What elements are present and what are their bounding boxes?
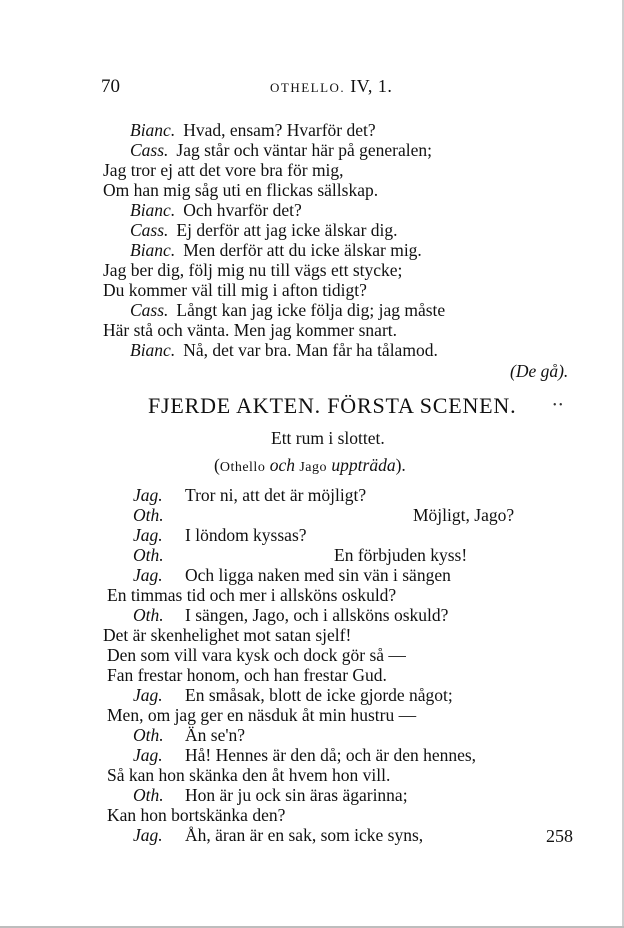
line-text-right: Möjligt, Jago? (413, 505, 515, 525)
verse-line (107, 645, 406, 665)
line-text: Ej derför att jag icke älskar dig. (176, 220, 398, 240)
scene-setting: Ett rum i slottet. (271, 428, 385, 448)
verse-line (130, 240, 422, 260)
verse-line (103, 320, 397, 340)
verse-line (103, 260, 402, 280)
verse-line (133, 685, 453, 705)
speaker-label: Jag. (133, 525, 163, 545)
verse-line (133, 505, 172, 525)
line-text: Fan frestar honom, och han frestar Gud. (107, 665, 387, 685)
line-text: Den som vill vara kysk och dock gör så — (107, 645, 406, 665)
line-text: En småsak, blott de icke gjorde något; (185, 685, 453, 705)
verse-line (103, 625, 351, 645)
line-text: Jag står och väntar här på generalen; (176, 140, 432, 160)
line-text: Nå, det var bra. Man får ha tålamod. (183, 340, 438, 360)
speaker-label: Bianc. (130, 340, 176, 360)
verse-line (107, 585, 396, 605)
act-heading: FJERDE AKTEN. FÖRSTA SCENEN. (148, 393, 517, 418)
character-name-jago: Jago (299, 460, 328, 475)
line-text: Långt kan jag icke följa dig; jag måste (176, 300, 446, 320)
line-text: Jag tror ej att det vore bra för mig, (103, 160, 344, 180)
play-title: OTHELLO. (270, 80, 346, 95)
verse-line (130, 340, 438, 360)
verse-line (130, 140, 432, 160)
line-text: En timmas tid och mer i allsköns oskuld? (107, 585, 397, 605)
line-text: Det är skenhelighet mot satan sjelf! (103, 625, 352, 645)
speaker-label: Jag. (133, 825, 163, 845)
character-name-othello: Othello (219, 460, 266, 475)
page-number-top: 70 (101, 76, 120, 97)
speaker-label: Jag. (133, 485, 163, 505)
verse-line (133, 785, 408, 805)
page-number-bottom: 258 (546, 826, 573, 846)
line-text: Här stå och vänta. Men jag kommer snart. (103, 320, 398, 340)
line-text: Tror ni, att det är möjligt? (185, 485, 367, 505)
speaker-label: Bianc. (130, 120, 176, 140)
line-text: Och hvarför det? (183, 200, 302, 220)
verse-line (103, 180, 378, 200)
verse-line (130, 220, 398, 240)
speaker-label: Jag. (133, 565, 163, 585)
line-text-right: En förbjuden kyss! (334, 545, 468, 565)
paren-open: ( (214, 455, 220, 475)
speaker-label: Oth. (133, 605, 164, 625)
verse-line (107, 805, 285, 825)
verse-line (133, 525, 307, 545)
verse-line (133, 605, 448, 625)
speaker-label: Jag. (133, 745, 163, 765)
verse-line (107, 765, 390, 785)
exit-stage-direction: (De gå). (510, 361, 569, 381)
line-text: Om han mig såg uti en flickas sällskap. (103, 180, 379, 200)
stage-verb: uppträda (331, 455, 396, 475)
conjunction: och (269, 455, 295, 475)
verse-line (133, 565, 451, 585)
speaker-label: Bianc. (130, 200, 176, 220)
verse-line (103, 160, 344, 180)
line-text: Men derför att du icke älskar mig. (183, 240, 422, 260)
speaker-label: Jag. (133, 685, 163, 705)
line-text: Och ligga naken med sin vän i sängen (185, 565, 451, 585)
line-text: I sängen, Jago, och i allsköns oskuld? (185, 605, 449, 625)
verse-line (130, 200, 302, 220)
verse-line (107, 705, 416, 725)
verse-line (133, 745, 476, 765)
running-title (270, 76, 392, 97)
line-text: Kan hon bortskänka den? (107, 805, 286, 825)
line-text: Så kan hon skänka den åt hvem hon vill. (107, 765, 391, 785)
line-text: Hon är ju ock sin äras ägarinna; (185, 785, 408, 805)
paren-close: ). (395, 455, 406, 475)
verse-line (130, 120, 376, 140)
running-header (0, 76, 624, 100)
speaker-label: Oth. (133, 725, 164, 745)
verse-line (130, 300, 445, 320)
line-text: Jag ber dig, följ mig nu till vägs ett stycke; (103, 260, 403, 280)
act-scene-ref: IV, 1. (350, 76, 393, 96)
speaker-label: Oth. (133, 505, 164, 525)
verse-line (133, 725, 245, 745)
speaker-label: Cass. (130, 300, 169, 320)
line-text: Men, om jag ger en näsduk åt min hustru — (107, 705, 417, 725)
speaker-label: Bianc. (130, 240, 176, 260)
printer-mark: • • (553, 400, 563, 411)
speaker-label: Cass. (130, 220, 169, 240)
speaker-label: Cass. (130, 140, 169, 160)
line-text: Än se'n? (185, 725, 246, 745)
line-text: Åh, äran är en sak, som icke syns, (185, 825, 424, 845)
line-text: Hvad, ensam? Hvarför det? (183, 120, 376, 140)
speaker-label: Oth. (133, 785, 164, 805)
line-text: Hå! Hennes är den då; och är den hennes, (185, 745, 477, 765)
speaker-label: Oth. (133, 545, 164, 565)
verse-line (103, 280, 367, 300)
verse-line (107, 665, 387, 685)
line-text: Du kommer väl till mig i afton tidigt? (103, 280, 367, 300)
verse-line (133, 545, 172, 565)
entrance-stage-direction (214, 455, 406, 476)
line-text: I löndom kyssas? (185, 525, 307, 545)
verse-line (133, 485, 366, 505)
verse-line (133, 825, 423, 845)
